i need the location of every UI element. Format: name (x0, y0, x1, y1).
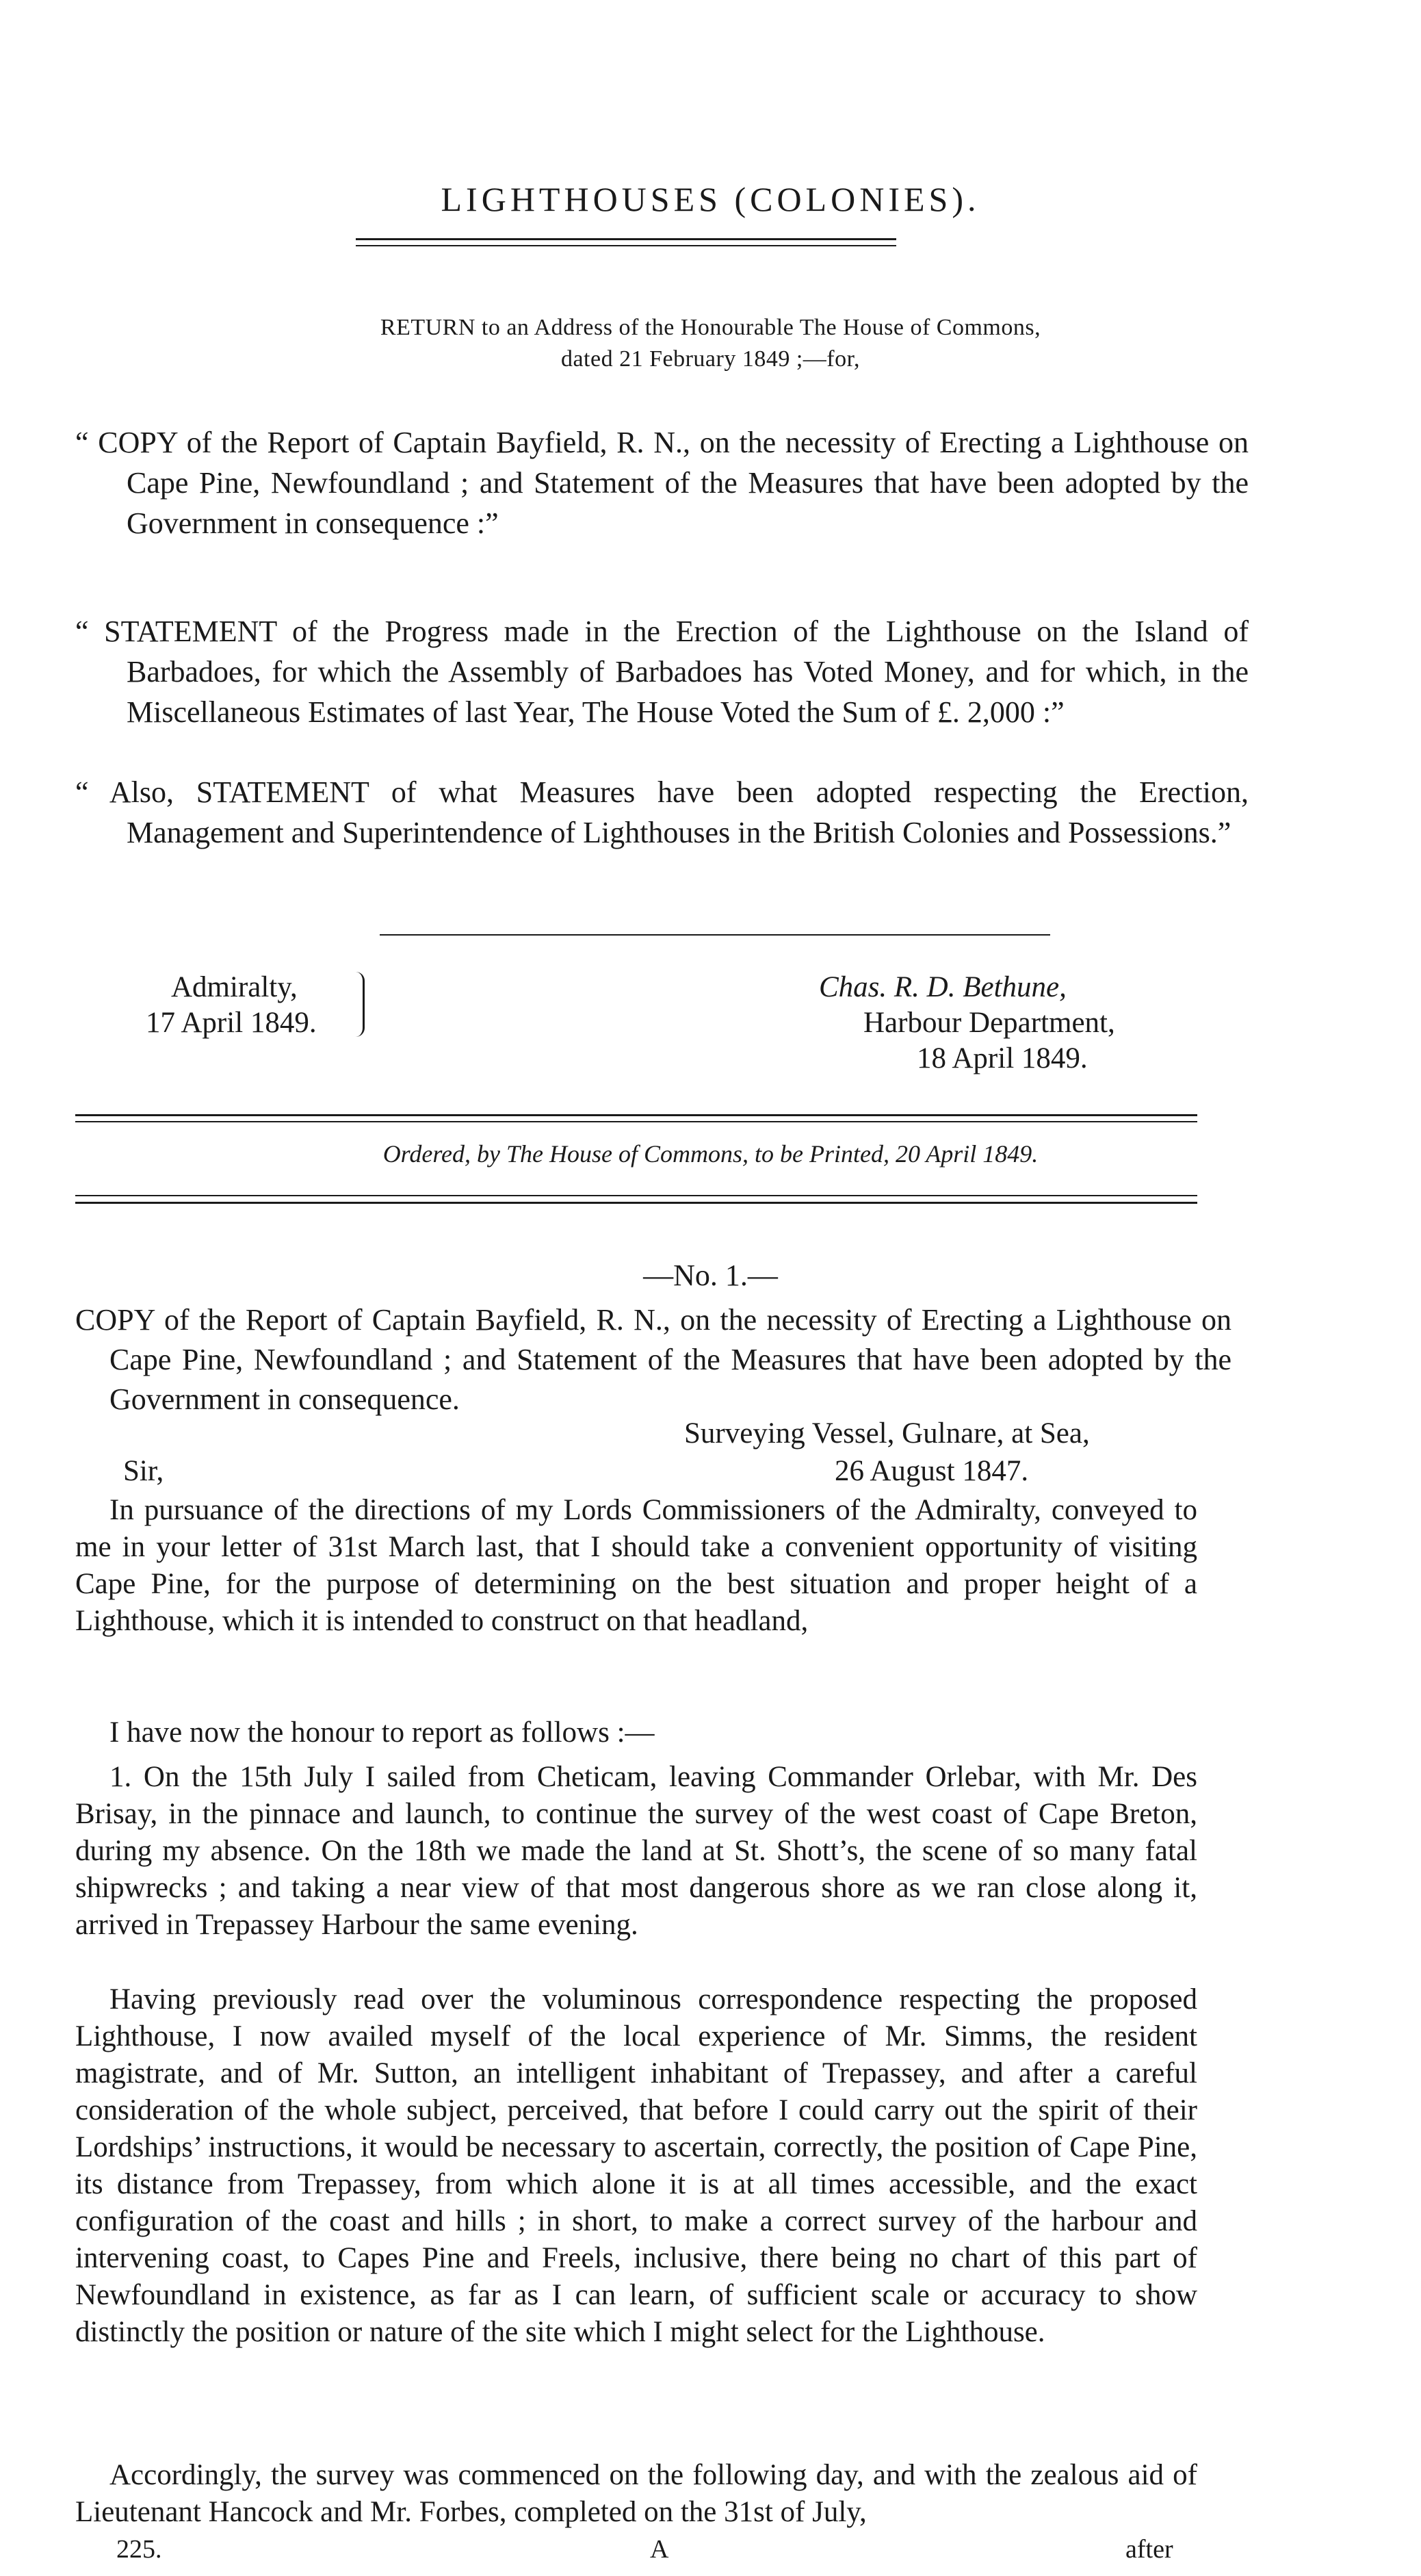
brace-mark (356, 972, 365, 1037)
title-rule-top (356, 238, 896, 240)
letter-paragraph-1: In pursuance of the directions of my Lords Commissioners of the Admiralty, conveyed to me in your letter of 31st March last, that I should take a convenient opportunity of visiting Cape Pine, for the purpose of determining on the best situation and proper height of a Lighthouse, which it is intended to construct on that headland, (75, 1494, 1197, 1637)
admiralty-label: Admiralty, (171, 971, 298, 1003)
letter-date: 26 August 1847. (835, 1455, 1029, 1487)
signatory-department: Harbour Department, (863, 1007, 1115, 1039)
quote-cape-pine: “ COPY of the Report of Captain Bayfield, R. N., on the necessity of Erecting a Lighthouse on Cape Pine, Newfoundland ; and Statement of the Measures that have been adopted by the Government in consequence :” (75, 426, 1249, 540)
admiralty-date: 17 April 1849. (146, 1007, 317, 1039)
page-number: 225. (116, 2535, 162, 2564)
signature-mark: A (650, 2535, 669, 2564)
letter-paragraph-5: Accordingly, the survey was commenced on the following day, and with the zealous aid of Lieutenant Hancock and Mr. Forbes, completed on the 31st of July, (75, 2459, 1197, 2528)
letter-salutation: Sir, (123, 1455, 164, 1487)
signatory-date: 18 April 1849. (917, 1042, 1088, 1074)
document-title: LIGHTHOUSES (COLONIES). (441, 180, 980, 218)
return-line-2: dated 21 February 1849 ;—for, (560, 346, 861, 372)
ordered-rule-top-a (75, 1114, 1197, 1116)
letter-paragraph-3: 1. On the 15th July I sailed from Cheticam, leaving Commander Orlebar, with Mr. Des Brisay, in the pinnace and launch, to continue the survey of the west coast of Cape Breton, during my absence. On the 18th we made the land at St. Shott’s, the scene of so many fatal shipwrecks ; and taking a near view of that most dangerous shore as we ran close along it, arrived in Trepassey Harbour the same evening. (75, 1761, 1197, 1941)
quote-colonies: “ Also, STATEMENT of what Measures have been adopted respecting the Erection, Management and Superintendence of Lighthouses in the British Colonies and Possessions.” (75, 775, 1249, 849)
letter-location: Surveying Vessel, Gulnare, at Sea, (684, 1417, 1090, 1450)
signature-divider (380, 934, 1050, 936)
section-heading: COPY of the Report of Captain Bayfield, R. N., on the necessity of Erecting a Lighthouse on Cape Pine, Newfoundland ; and Statement of the Measures that have been adopted by the Government in consequence. (75, 1303, 1231, 1416)
letter-paragraph-4: Having previously read over the voluminous correspondence respecting the proposed Lighthouse, I now availed myself of the local experience of Mr. Simms, the resident magistrate, and of Mr. Sutton, an intelligent inhabitant of Trepassey, and after a careful consideration of the whole subject, perceived, that before I could carry out the spirit of their Lordships’ instructions, it would be necessary to ascertain, correctly, the position of Cape Pine, its distance from Trepassey, from which alone it is at all times accessible, and the exact configuration of the coast and hills ; in short, to make a correct survey of the harbour and intervening coast, to Capes Pine and Freels, inclusive, there being no chart of this part of Newfoundland in existence, as far as I can learn, of sufficient scale or accuracy to show distinctly the position or nature of the site which I might select for the Lighthouse. (75, 1983, 1197, 2348)
ordered-rule-bottom-a (75, 1195, 1197, 1196)
catchword: after (1125, 2535, 1173, 2564)
letter-paragraph-2: I have now the honour to report as follows :— (109, 1716, 655, 1749)
return-line-1: RETURN to an Address of the Honourable The House of Commons, (380, 315, 1041, 340)
title-rule-bottom (356, 245, 896, 246)
ordered-rule-bottom-b (75, 1202, 1197, 1204)
section-number: —No. 1.— (643, 1259, 778, 1292)
signatory-name: Chas. R. D. Bethune, (819, 971, 1067, 1003)
quote-barbadoes: “ STATEMENT of the Progress made in the Erection of the Lighthouse on the Island of Barbadoes, for which the Assembly of Barbadoes has Voted Money, and for which, in the Miscellaneous Estimates of last Year, The House Voted the Sum of £. 2,000 :” (75, 615, 1249, 729)
ordered-rule-top-b (75, 1121, 1197, 1122)
ordered-to-print: Ordered, by The House of Commons, to be Printed, 20 April 1849. (382, 1140, 1039, 1168)
